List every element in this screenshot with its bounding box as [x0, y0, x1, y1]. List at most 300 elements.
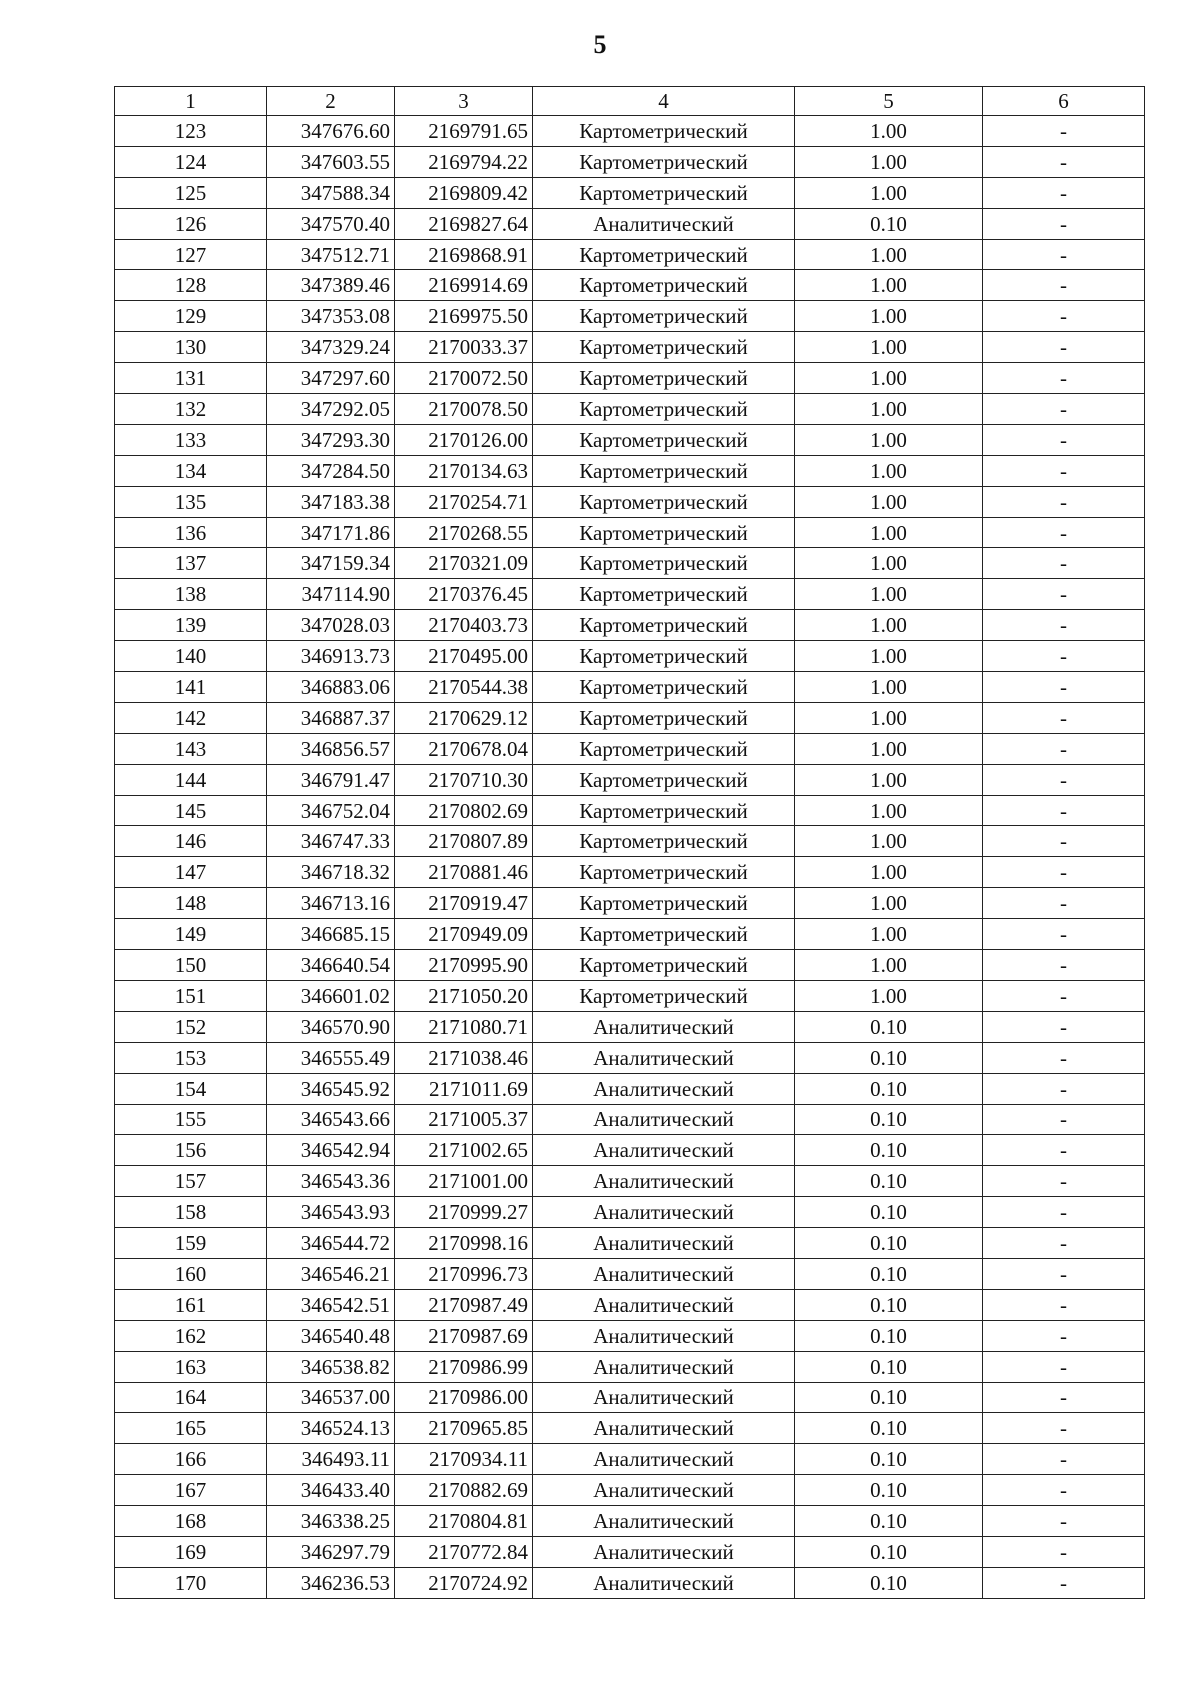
note-cell: -: [983, 517, 1145, 548]
x-coordinate-cell: 347293.30: [267, 424, 395, 455]
table-row: [115, 672, 1145, 703]
accuracy-cell: 0.10: [795, 1289, 983, 1320]
y-coordinate-cell: 2170033.37: [395, 332, 533, 363]
y-coordinate-cell: 2171038.46: [395, 1042, 533, 1073]
table-row: [115, 1104, 1145, 1135]
y-coordinate-cell: 2170998.16: [395, 1228, 533, 1259]
note-cell: -: [983, 1073, 1145, 1104]
point-number-cell: 163: [115, 1351, 267, 1382]
table-row: [115, 424, 1145, 455]
method-cell: Картометрический: [533, 332, 795, 363]
note-cell: -: [983, 795, 1145, 826]
table-row: [115, 1351, 1145, 1382]
table-header: [115, 87, 1145, 116]
method-cell: Картометрический: [533, 857, 795, 888]
y-coordinate-cell: 2170724.92: [395, 1567, 533, 1598]
point-number-cell: 151: [115, 980, 267, 1011]
point-number-cell: 126: [115, 208, 267, 239]
method-cell: Аналитический: [533, 1382, 795, 1413]
note-cell: -: [983, 394, 1145, 425]
note-cell: -: [983, 857, 1145, 888]
table-row: [115, 1567, 1145, 1598]
y-coordinate-cell: 2170919.47: [395, 888, 533, 919]
y-coordinate-cell: 2170254.71: [395, 486, 533, 517]
point-number-cell: 136: [115, 517, 267, 548]
method-cell: Картометрический: [533, 301, 795, 332]
x-coordinate-cell: 347297.60: [267, 363, 395, 394]
x-coordinate-cell: 346601.02: [267, 980, 395, 1011]
point-number-cell: 154: [115, 1073, 267, 1104]
x-coordinate-cell: 347028.03: [267, 610, 395, 641]
table-row: [115, 332, 1145, 363]
y-coordinate-cell: 2171011.69: [395, 1073, 533, 1104]
note-cell: -: [983, 1413, 1145, 1444]
y-coordinate-cell: 2169809.42: [395, 177, 533, 208]
table-row: [115, 857, 1145, 888]
table-row: [115, 116, 1145, 147]
x-coordinate-cell: 346544.72: [267, 1228, 395, 1259]
method-cell: Картометрический: [533, 641, 795, 672]
note-cell: -: [983, 548, 1145, 579]
page-number: 5: [593, 30, 607, 59]
x-coordinate-cell: 347183.38: [267, 486, 395, 517]
method-cell: Аналитический: [533, 1506, 795, 1537]
table-row: [115, 239, 1145, 270]
accuracy-cell: 1.00: [795, 517, 983, 548]
accuracy-cell: 1.00: [795, 424, 983, 455]
point-number-cell: 133: [115, 424, 267, 455]
table-row: [115, 1258, 1145, 1289]
header-cell-1: 1: [115, 87, 267, 116]
method-cell: Аналитический: [533, 1166, 795, 1197]
x-coordinate-cell: 346537.00: [267, 1382, 395, 1413]
point-number-cell: 150: [115, 950, 267, 981]
table-row: [115, 1228, 1145, 1259]
method-cell: Картометрический: [533, 486, 795, 517]
accuracy-cell: 1.00: [795, 919, 983, 950]
note-cell: -: [983, 208, 1145, 239]
note-cell: -: [983, 1197, 1145, 1228]
coordinates-table: [114, 86, 1145, 1599]
note-cell: -: [983, 1104, 1145, 1135]
table-row: [115, 1073, 1145, 1104]
method-cell: Картометрический: [533, 795, 795, 826]
point-number-cell: 129: [115, 301, 267, 332]
method-cell: Аналитический: [533, 1135, 795, 1166]
note-cell: -: [983, 1567, 1145, 1598]
accuracy-cell: 1.00: [795, 455, 983, 486]
y-coordinate-cell: 2170986.00: [395, 1382, 533, 1413]
note-cell: -: [983, 301, 1145, 332]
note-cell: -: [983, 610, 1145, 641]
table-row: [115, 764, 1145, 795]
method-cell: Картометрический: [533, 888, 795, 919]
y-coordinate-cell: 2171005.37: [395, 1104, 533, 1135]
note-cell: -: [983, 826, 1145, 857]
table-row: [115, 1197, 1145, 1228]
method-cell: Аналитический: [533, 1567, 795, 1598]
table-row: [115, 394, 1145, 425]
method-cell: Аналитический: [533, 1073, 795, 1104]
x-coordinate-cell: 346493.11: [267, 1444, 395, 1475]
point-number-cell: 149: [115, 919, 267, 950]
method-cell: Аналитический: [533, 208, 795, 239]
x-coordinate-cell: 347353.08: [267, 301, 395, 332]
method-cell: Аналитический: [533, 1258, 795, 1289]
x-coordinate-cell: 346791.47: [267, 764, 395, 795]
table-row: [115, 1042, 1145, 1073]
point-number-cell: 123: [115, 116, 267, 147]
point-number-cell: 161: [115, 1289, 267, 1320]
x-coordinate-cell: 346540.48: [267, 1320, 395, 1351]
y-coordinate-cell: 2170376.45: [395, 579, 533, 610]
x-coordinate-cell: 347570.40: [267, 208, 395, 239]
point-number-cell: 134: [115, 455, 267, 486]
x-coordinate-cell: 346543.36: [267, 1166, 395, 1197]
accuracy-cell: 1.00: [795, 363, 983, 394]
point-number-cell: 168: [115, 1506, 267, 1537]
table-row: [115, 301, 1145, 332]
table-body: [115, 116, 1145, 1599]
table-row: [115, 1506, 1145, 1537]
table-row: [115, 1166, 1145, 1197]
method-cell: Аналитический: [533, 1475, 795, 1506]
note-cell: -: [983, 146, 1145, 177]
y-coordinate-cell: 2170996.73: [395, 1258, 533, 1289]
note-cell: -: [983, 455, 1145, 486]
method-cell: Аналитический: [533, 1444, 795, 1475]
point-number-cell: 137: [115, 548, 267, 579]
point-number-cell: 128: [115, 270, 267, 301]
x-coordinate-cell: 346718.32: [267, 857, 395, 888]
note-cell: -: [983, 1444, 1145, 1475]
point-number-cell: 139: [115, 610, 267, 641]
point-number-cell: 164: [115, 1382, 267, 1413]
accuracy-cell: 1.00: [795, 672, 983, 703]
point-number-cell: 169: [115, 1536, 267, 1567]
y-coordinate-cell: 2170987.49: [395, 1289, 533, 1320]
table-row: [115, 733, 1145, 764]
point-number-cell: 152: [115, 1011, 267, 1042]
method-cell: Картометрический: [533, 702, 795, 733]
accuracy-cell: 0.10: [795, 208, 983, 239]
note-cell: -: [983, 1351, 1145, 1382]
x-coordinate-cell: 346546.21: [267, 1258, 395, 1289]
y-coordinate-cell: 2169868.91: [395, 239, 533, 270]
x-coordinate-cell: 347171.86: [267, 517, 395, 548]
method-cell: Аналитический: [533, 1351, 795, 1382]
x-coordinate-cell: 346640.54: [267, 950, 395, 981]
accuracy-cell: 1.00: [795, 548, 983, 579]
note-cell: -: [983, 1506, 1145, 1537]
x-coordinate-cell: 347292.05: [267, 394, 395, 425]
header-cell-4: 4: [533, 87, 795, 116]
y-coordinate-cell: 2170134.63: [395, 455, 533, 486]
y-coordinate-cell: 2170678.04: [395, 733, 533, 764]
note-cell: -: [983, 239, 1145, 270]
x-coordinate-cell: 347159.34: [267, 548, 395, 579]
method-cell: Картометрический: [533, 950, 795, 981]
method-cell: Картометрический: [533, 548, 795, 579]
point-number-cell: 141: [115, 672, 267, 703]
point-number-cell: 135: [115, 486, 267, 517]
point-number-cell: 160: [115, 1258, 267, 1289]
point-number-cell: 153: [115, 1042, 267, 1073]
note-cell: -: [983, 1011, 1145, 1042]
table-row: [115, 146, 1145, 177]
note-cell: -: [983, 980, 1145, 1011]
table-row: [115, 702, 1145, 733]
note-cell: -: [983, 1042, 1145, 1073]
method-cell: Аналитический: [533, 1104, 795, 1135]
header-cell-2: 2: [267, 87, 395, 116]
note-cell: -: [983, 363, 1145, 394]
method-cell: Аналитический: [533, 1197, 795, 1228]
header-cell-5: 5: [795, 87, 983, 116]
note-cell: -: [983, 1289, 1145, 1320]
accuracy-cell: 0.10: [795, 1258, 983, 1289]
note-cell: -: [983, 733, 1145, 764]
x-coordinate-cell: 346913.73: [267, 641, 395, 672]
table-row: [115, 919, 1145, 950]
x-coordinate-cell: 347114.90: [267, 579, 395, 610]
table-row: [115, 641, 1145, 672]
note-cell: -: [983, 1258, 1145, 1289]
y-coordinate-cell: 2169914.69: [395, 270, 533, 301]
accuracy-cell: 0.10: [795, 1506, 983, 1537]
method-cell: Картометрический: [533, 177, 795, 208]
accuracy-cell: 1.00: [795, 950, 983, 981]
method-cell: Картометрический: [533, 517, 795, 548]
note-cell: -: [983, 672, 1145, 703]
accuracy-cell: 1.00: [795, 980, 983, 1011]
point-number-cell: 127: [115, 239, 267, 270]
accuracy-cell: 0.10: [795, 1351, 983, 1382]
header-row: [115, 87, 1145, 116]
point-number-cell: 143: [115, 733, 267, 764]
y-coordinate-cell: 2169975.50: [395, 301, 533, 332]
accuracy-cell: 0.10: [795, 1413, 983, 1444]
table-row: [115, 950, 1145, 981]
method-cell: Картометрический: [533, 919, 795, 950]
note-cell: -: [983, 270, 1145, 301]
point-number-cell: 147: [115, 857, 267, 888]
x-coordinate-cell: 347603.55: [267, 146, 395, 177]
table-row: [115, 888, 1145, 919]
point-number-cell: 165: [115, 1413, 267, 1444]
accuracy-cell: 1.00: [795, 394, 983, 425]
point-number-cell: 156: [115, 1135, 267, 1166]
accuracy-cell: 1.00: [795, 270, 983, 301]
method-cell: Аналитический: [533, 1289, 795, 1320]
accuracy-cell: 0.10: [795, 1536, 983, 1567]
accuracy-cell: 1.00: [795, 641, 983, 672]
note-cell: -: [983, 486, 1145, 517]
note-cell: -: [983, 1228, 1145, 1259]
point-number-cell: 157: [115, 1166, 267, 1197]
note-cell: -: [983, 1536, 1145, 1567]
accuracy-cell: 0.10: [795, 1320, 983, 1351]
accuracy-cell: 1.00: [795, 146, 983, 177]
table-row: [115, 795, 1145, 826]
note-cell: -: [983, 702, 1145, 733]
method-cell: Аналитический: [533, 1042, 795, 1073]
note-cell: -: [983, 1135, 1145, 1166]
accuracy-cell: 1.00: [795, 177, 983, 208]
method-cell: Аналитический: [533, 1011, 795, 1042]
method-cell: Аналитический: [533, 1413, 795, 1444]
y-coordinate-cell: 2170995.90: [395, 950, 533, 981]
y-coordinate-cell: 2170999.27: [395, 1197, 533, 1228]
x-coordinate-cell: 346524.13: [267, 1413, 395, 1444]
point-number-cell: 145: [115, 795, 267, 826]
x-coordinate-cell: 347588.34: [267, 177, 395, 208]
point-number-cell: 144: [115, 764, 267, 795]
point-number-cell: 131: [115, 363, 267, 394]
y-coordinate-cell: 2170772.84: [395, 1536, 533, 1567]
y-coordinate-cell: 2170629.12: [395, 702, 533, 733]
table-row: [115, 980, 1145, 1011]
y-coordinate-cell: 2169794.22: [395, 146, 533, 177]
accuracy-cell: 1.00: [795, 610, 983, 641]
header-cell-6: 6: [983, 87, 1145, 116]
y-coordinate-cell: 2169827.64: [395, 208, 533, 239]
note-cell: -: [983, 1475, 1145, 1506]
method-cell: Аналитический: [533, 1320, 795, 1351]
x-coordinate-cell: 346543.66: [267, 1104, 395, 1135]
x-coordinate-cell: 346887.37: [267, 702, 395, 733]
method-cell: Картометрический: [533, 672, 795, 703]
table-row: [115, 363, 1145, 394]
accuracy-cell: 0.10: [795, 1042, 983, 1073]
table-row: [115, 1135, 1145, 1166]
note-cell: -: [983, 1166, 1145, 1197]
table-row: [115, 1475, 1145, 1506]
x-coordinate-cell: 346433.40: [267, 1475, 395, 1506]
method-cell: Картометрический: [533, 270, 795, 301]
accuracy-cell: 0.10: [795, 1567, 983, 1598]
x-coordinate-cell: 346543.93: [267, 1197, 395, 1228]
y-coordinate-cell: 2170321.09: [395, 548, 533, 579]
x-coordinate-cell: 346297.79: [267, 1536, 395, 1567]
y-coordinate-cell: 2171050.20: [395, 980, 533, 1011]
table-row: [115, 517, 1145, 548]
x-coordinate-cell: 346856.57: [267, 733, 395, 764]
y-coordinate-cell: 2170268.55: [395, 517, 533, 548]
note-cell: -: [983, 332, 1145, 363]
point-number-cell: 130: [115, 332, 267, 363]
note-cell: -: [983, 177, 1145, 208]
accuracy-cell: 0.10: [795, 1011, 983, 1042]
method-cell: Аналитический: [533, 1536, 795, 1567]
y-coordinate-cell: 2169791.65: [395, 116, 533, 147]
method-cell: Картометрический: [533, 826, 795, 857]
table-row: [115, 1413, 1145, 1444]
table-row: [115, 270, 1145, 301]
table-row: [115, 1444, 1145, 1475]
note-cell: -: [983, 116, 1145, 147]
accuracy-cell: 1.00: [795, 826, 983, 857]
point-number-cell: 166: [115, 1444, 267, 1475]
y-coordinate-cell: 2170544.38: [395, 672, 533, 703]
y-coordinate-cell: 2170804.81: [395, 1506, 533, 1537]
method-cell: Картометрический: [533, 116, 795, 147]
point-number-cell: 125: [115, 177, 267, 208]
y-coordinate-cell: 2171002.65: [395, 1135, 533, 1166]
point-number-cell: 138: [115, 579, 267, 610]
note-cell: -: [983, 641, 1145, 672]
accuracy-cell: 0.10: [795, 1135, 983, 1166]
method-cell: Картометрический: [533, 455, 795, 486]
accuracy-cell: 1.00: [795, 795, 983, 826]
accuracy-cell: 0.10: [795, 1475, 983, 1506]
accuracy-cell: 1.00: [795, 116, 983, 147]
table-row: [115, 1320, 1145, 1351]
accuracy-cell: 0.10: [795, 1197, 983, 1228]
y-coordinate-cell: 2170126.00: [395, 424, 533, 455]
point-number-cell: 170: [115, 1567, 267, 1598]
x-coordinate-cell: 347676.60: [267, 116, 395, 147]
accuracy-cell: 0.10: [795, 1228, 983, 1259]
method-cell: Аналитический: [533, 1228, 795, 1259]
x-coordinate-cell: 347329.24: [267, 332, 395, 363]
x-coordinate-cell: 346747.33: [267, 826, 395, 857]
method-cell: Картометрический: [533, 239, 795, 270]
accuracy-cell: 1.00: [795, 888, 983, 919]
x-coordinate-cell: 346542.94: [267, 1135, 395, 1166]
point-number-cell: 158: [115, 1197, 267, 1228]
point-number-cell: 162: [115, 1320, 267, 1351]
method-cell: Картометрический: [533, 733, 795, 764]
table-row: [115, 610, 1145, 641]
x-coordinate-cell: 346538.82: [267, 1351, 395, 1382]
accuracy-cell: 0.10: [795, 1166, 983, 1197]
table-row: [115, 1382, 1145, 1413]
x-coordinate-cell: 346236.53: [267, 1567, 395, 1598]
y-coordinate-cell: 2170495.00: [395, 641, 533, 672]
accuracy-cell: 1.00: [795, 301, 983, 332]
point-number-cell: 142: [115, 702, 267, 733]
y-coordinate-cell: 2170710.30: [395, 764, 533, 795]
y-coordinate-cell: 2170072.50: [395, 363, 533, 394]
y-coordinate-cell: 2170934.11: [395, 1444, 533, 1475]
x-coordinate-cell: 347512.71: [267, 239, 395, 270]
x-coordinate-cell: 346883.06: [267, 672, 395, 703]
x-coordinate-cell: 347389.46: [267, 270, 395, 301]
table-row: [115, 1011, 1145, 1042]
y-coordinate-cell: 2170807.89: [395, 826, 533, 857]
y-coordinate-cell: 2170882.69: [395, 1475, 533, 1506]
accuracy-cell: 0.10: [795, 1382, 983, 1413]
method-cell: Картометрический: [533, 424, 795, 455]
y-coordinate-cell: 2170986.99: [395, 1351, 533, 1382]
y-coordinate-cell: 2170403.73: [395, 610, 533, 641]
point-number-cell: 146: [115, 826, 267, 857]
method-cell: Картометрический: [533, 764, 795, 795]
point-number-cell: 155: [115, 1104, 267, 1135]
y-coordinate-cell: 2170987.69: [395, 1320, 533, 1351]
accuracy-cell: 1.00: [795, 486, 983, 517]
point-number-cell: 159: [115, 1228, 267, 1259]
accuracy-cell: 1.00: [795, 702, 983, 733]
x-coordinate-cell: 346752.04: [267, 795, 395, 826]
accuracy-cell: 1.00: [795, 579, 983, 610]
table-row: [115, 455, 1145, 486]
accuracy-cell: 0.10: [795, 1104, 983, 1135]
note-cell: -: [983, 950, 1145, 981]
accuracy-cell: 1.00: [795, 764, 983, 795]
header-cell-3: 3: [395, 87, 533, 116]
